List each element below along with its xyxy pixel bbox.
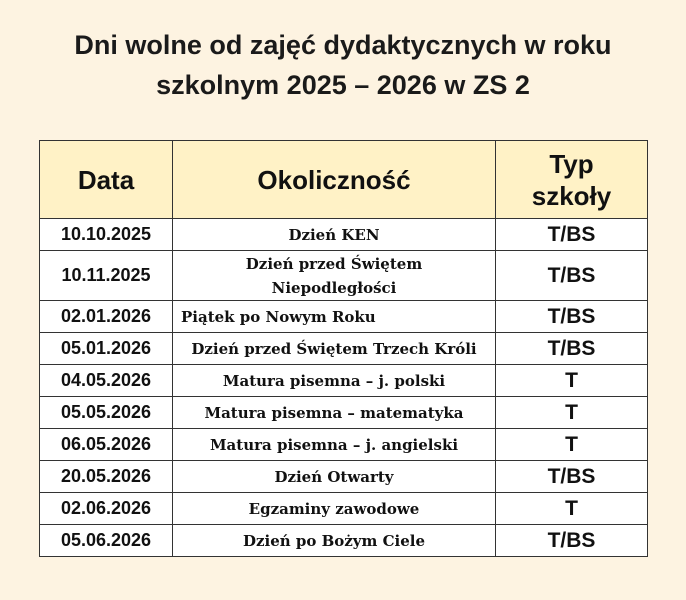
row-school-type: T xyxy=(496,365,648,397)
row-school-type: T/BS xyxy=(496,251,648,301)
row-school-type: T/BS xyxy=(496,333,648,365)
row-occasion-line-2: Niepodległości xyxy=(271,278,397,297)
table-row xyxy=(40,461,648,493)
row-occasion: Dzień po Bożym Ciele xyxy=(173,525,496,557)
row-occasion: Matura pisemna – matematyka xyxy=(173,397,496,429)
row-school-type: T xyxy=(496,397,648,429)
row-date: 02.01.2026 xyxy=(40,301,173,333)
table-row xyxy=(40,525,648,557)
row-occasion: Dzień Otwarty xyxy=(173,461,496,493)
row-date: 06.05.2026 xyxy=(40,429,173,461)
row-school-type: T/BS xyxy=(496,461,648,493)
header-date: Data xyxy=(40,141,173,219)
table-row xyxy=(40,301,648,333)
days-off-table xyxy=(39,140,648,557)
row-school-type: T/BS xyxy=(496,525,648,557)
row-date: 05.05.2026 xyxy=(40,397,173,429)
table-row xyxy=(40,429,648,461)
table-row xyxy=(40,251,648,301)
row-date: 10.11.2025 xyxy=(40,251,173,301)
row-date: 04.05.2026 xyxy=(40,365,173,397)
table-header-row xyxy=(40,141,648,219)
table-row xyxy=(40,365,648,397)
title-line-1: Dni wolne od zajęć dydaktycznych w roku xyxy=(74,30,612,60)
row-occasion-line-1: Dzień przed Świętem xyxy=(245,254,423,273)
table-row xyxy=(40,397,648,429)
row-school-type: T xyxy=(496,429,648,461)
row-school-type: T/BS xyxy=(496,219,648,251)
row-occasion: Piątek po Nowym Roku xyxy=(173,301,496,333)
row-date: 05.01.2026 xyxy=(40,333,173,365)
table-row xyxy=(40,333,648,365)
row-occasion: Egzaminy zawodowe xyxy=(173,493,496,525)
header-occasion: Okoliczność xyxy=(173,141,496,219)
page-title xyxy=(0,25,686,105)
row-occasion: Matura pisemna – j. angielski xyxy=(173,429,496,461)
table-row xyxy=(40,219,648,251)
row-date: 10.10.2025 xyxy=(40,219,173,251)
row-occasion: Dzień przed Świętem Trzech Króli xyxy=(173,333,496,365)
header-school-type xyxy=(496,141,648,219)
row-occasion: Dzień KEN xyxy=(173,219,496,251)
row-date: 05.06.2026 xyxy=(40,525,173,557)
header-school-type-line-1: Typ xyxy=(549,148,594,179)
table-row xyxy=(40,493,648,525)
row-school-type: T/BS xyxy=(496,301,648,333)
row-date: 02.06.2026 xyxy=(40,493,173,525)
row-occasion: Matura pisemna – j. polski xyxy=(173,365,496,397)
row-date: 20.05.2026 xyxy=(40,461,173,493)
header-school-type-line-2: szkoły xyxy=(531,180,612,211)
row-school-type: T xyxy=(496,493,648,525)
row-occasion xyxy=(173,251,496,301)
title-line-2: szkolnym 2025 – 2026 w ZS 2 xyxy=(156,70,530,100)
